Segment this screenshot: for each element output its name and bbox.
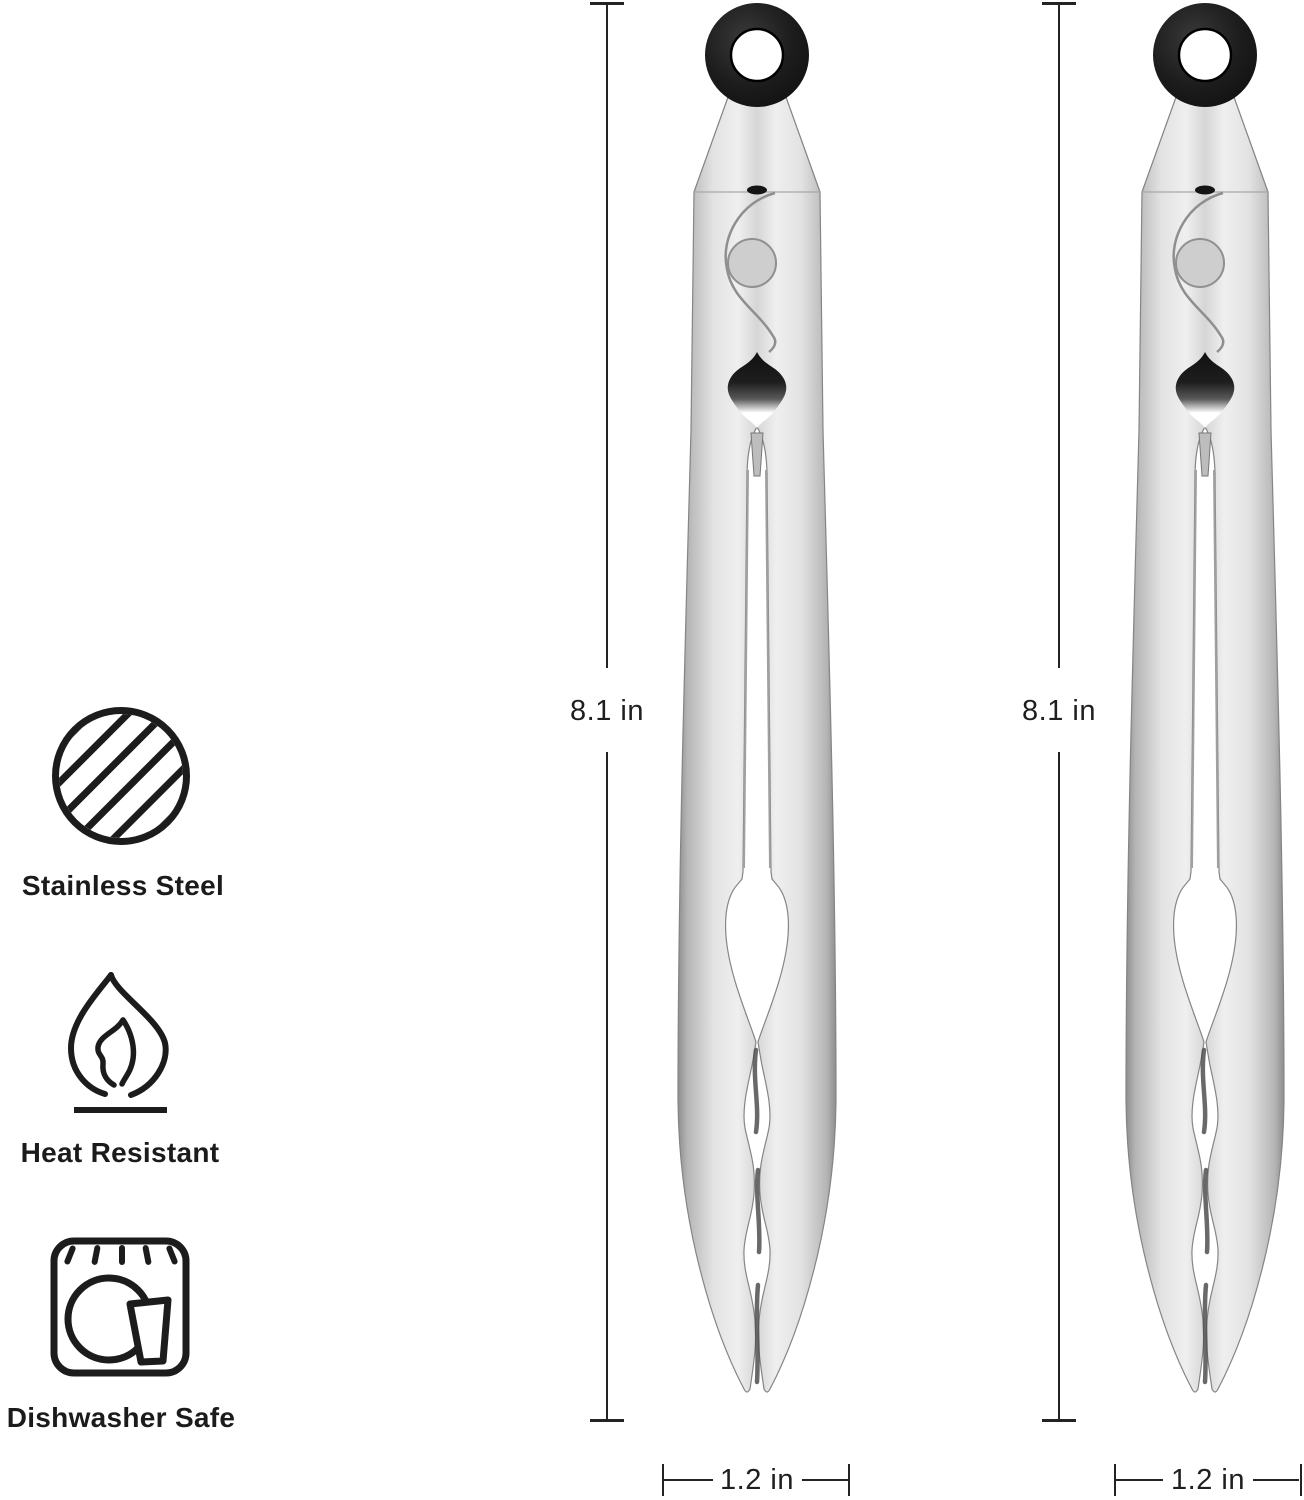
feature-label-heat-resistant: Heat Resistant [20, 1137, 220, 1168]
width-dim-tick-right-2 [1300, 1464, 1302, 1496]
height-dim-line-lower-right [1058, 752, 1060, 1420]
spray-ticks [67, 1248, 174, 1262]
feature-label-dishwasher-safe: Dishwasher Safe [6, 1402, 236, 1433]
width-dim-label-right: 1.2 in [1171, 1464, 1245, 1496]
height-dim-label-left: 8.1 in [570, 695, 644, 727]
height-dim-line-lower-left [606, 752, 608, 1420]
width-dim-label-left: 1.2 in [720, 1464, 794, 1496]
feature-label-stainless-steel: Stainless Steel [21, 870, 225, 901]
height-dim-label-right: 8.1 in [1022, 695, 1096, 727]
stainless-steel-icon [51, 706, 191, 846]
height-dim-cap-bottom-left [590, 1419, 624, 1422]
width-dim-line-a-left [664, 1479, 713, 1481]
heat-resistant-icon [55, 965, 185, 1120]
height-dim-line-upper-left [606, 3, 608, 668]
width-dim-tick-left-2 [848, 1464, 850, 1496]
width-dim-line-b-right [1253, 1479, 1299, 1481]
height-dim-line-upper-right [1058, 3, 1060, 668]
height-dim-cap-bottom-right [1042, 1419, 1076, 1422]
glass [130, 1300, 168, 1362]
width-dim-line-b-left [802, 1479, 848, 1481]
width-dim-line-a-right [1116, 1479, 1163, 1481]
dishwasher-safe-icon [50, 1237, 190, 1377]
